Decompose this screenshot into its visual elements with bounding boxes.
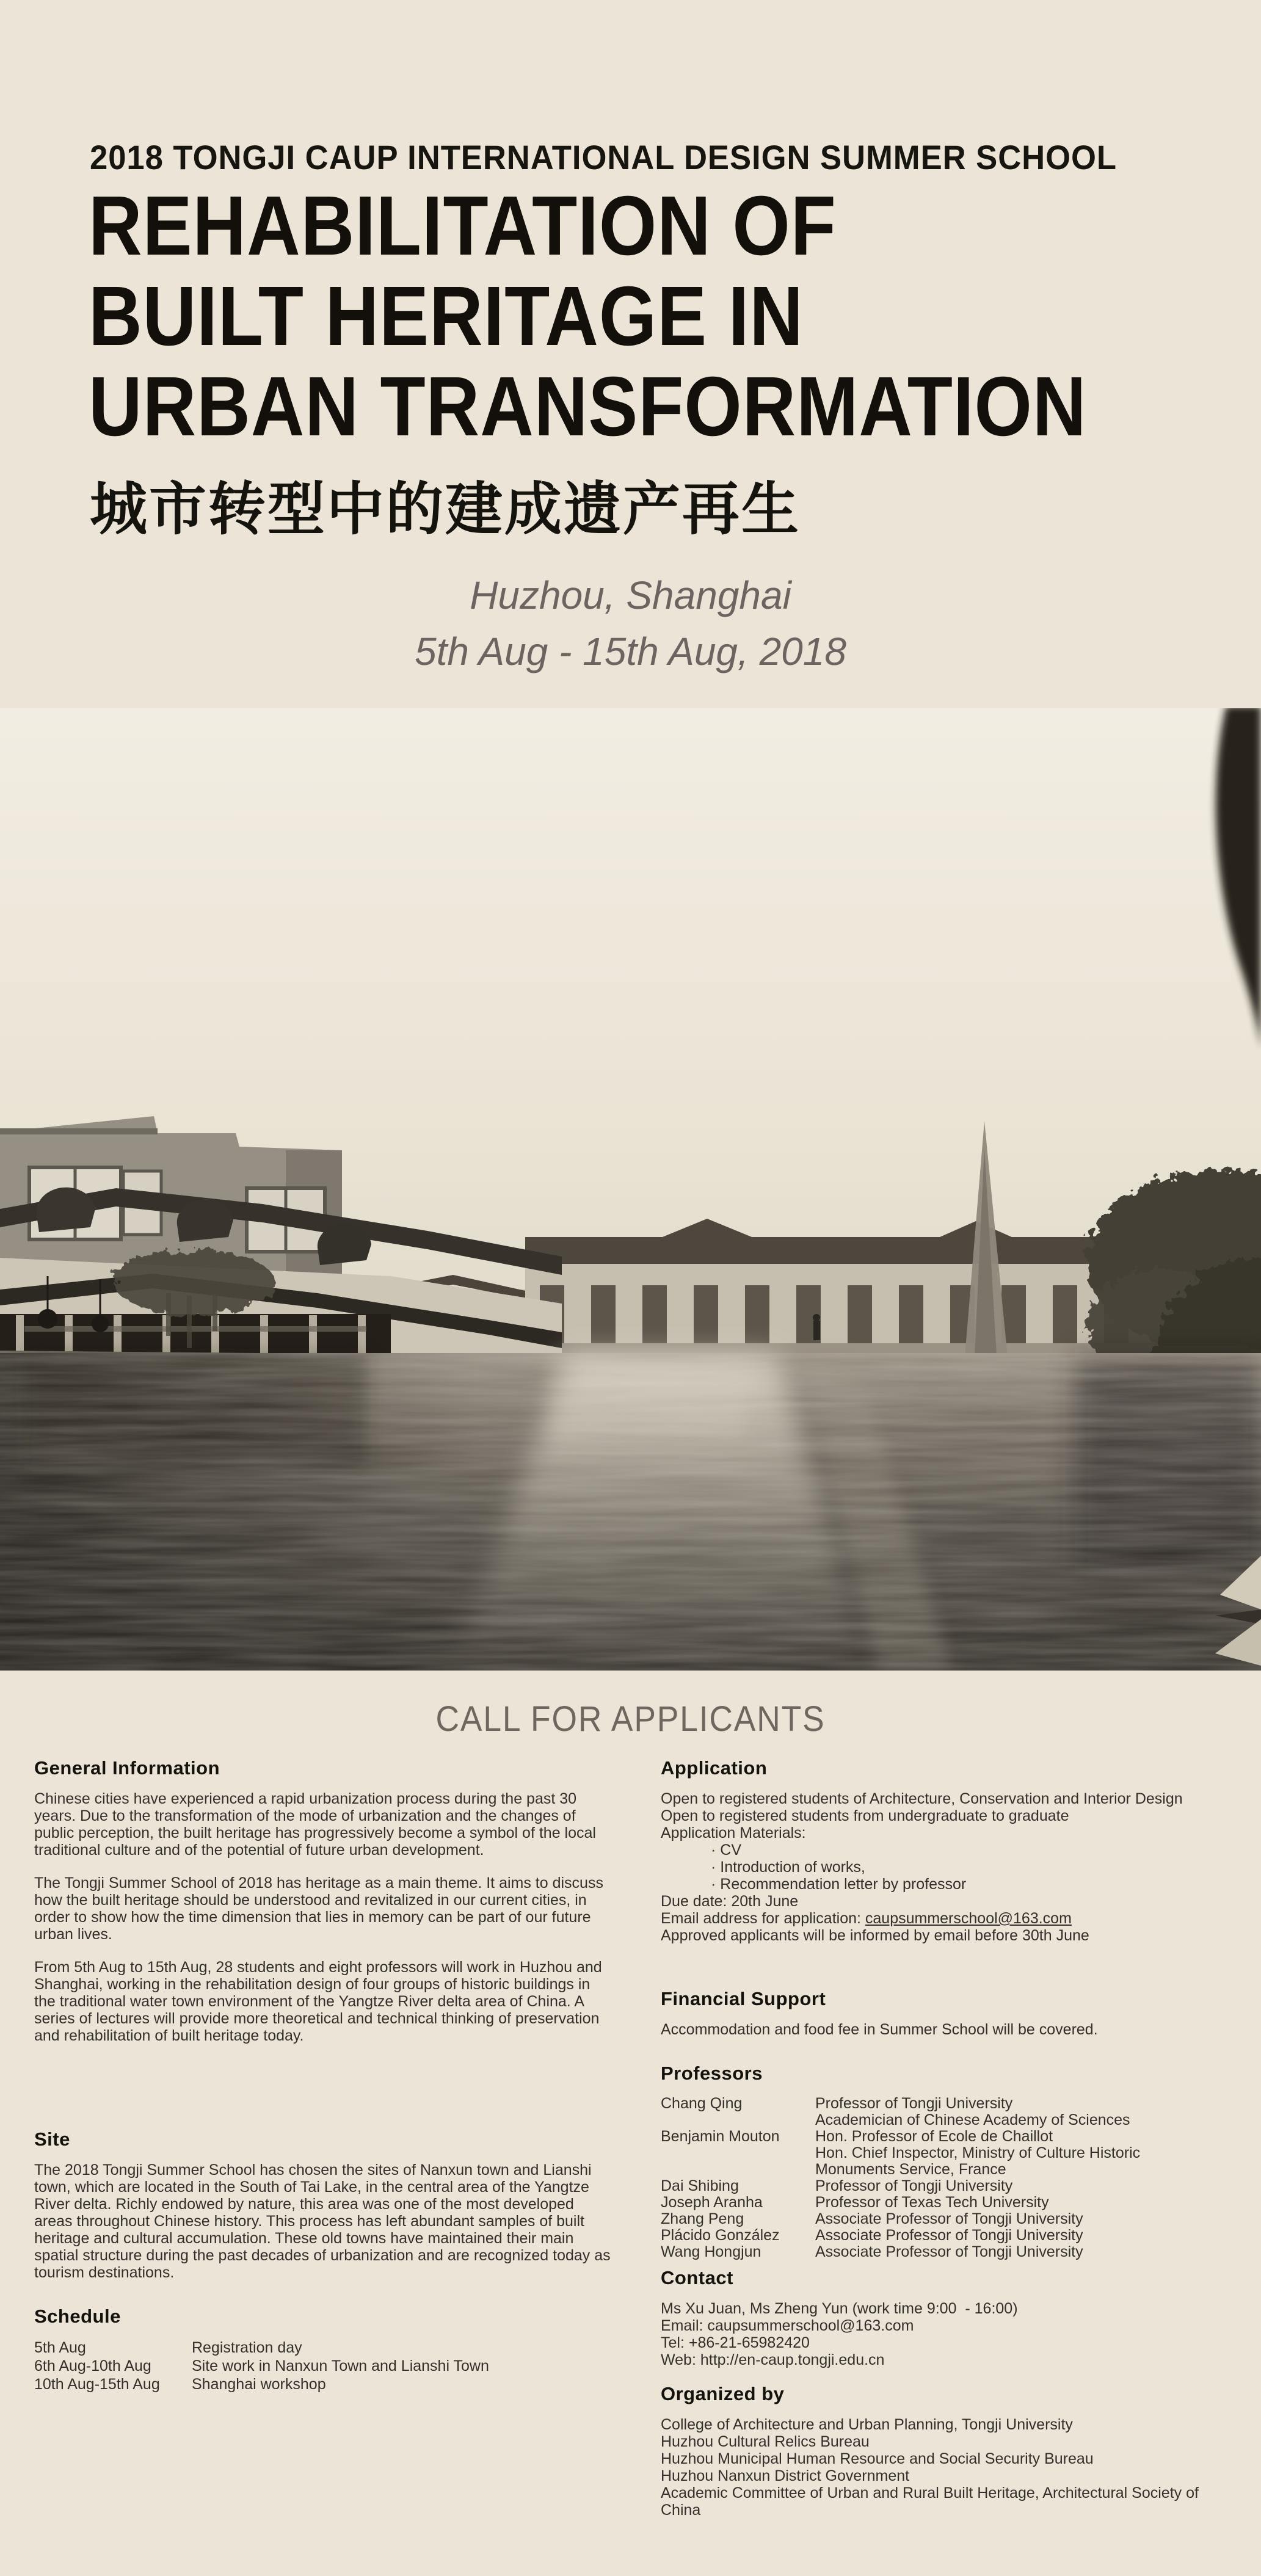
professor-title: Professor of Texas Tech University [815, 2194, 1049, 2211]
schedule-time: 5th Aug [34, 2339, 86, 2356]
organizer-item: Huzhou Municipal Human Resource and Social Security Bureau [661, 2450, 1094, 2467]
application-material-item: · Introduction of works, [711, 1859, 865, 1876]
event-location: Huzhou, Shanghai [470, 573, 791, 617]
section-general-information [34, 1757, 614, 2044]
professor-name: Plácido González [661, 2227, 780, 2244]
general-information-paragraph: From 5th Aug to 15th Aug, 28 students and eight professors will work in Huzhou and Shanghai, working in the rehabilitation design of four groups of historic buildings in the traditional water town environment of the Yangtze River delta area of China. A series of lectures will provide more theoretical and technical thinking of preservation and rehabilitation of built heritage today. [34, 1959, 602, 2044]
application-email-line [661, 1910, 1241, 1927]
section-financial-support [661, 1988, 1241, 2038]
organizer-item: Academic Committee of Urban and Rural Built Heritage, Architectural Society of China [661, 2484, 1203, 2519]
professor-name: Joseph Aranha [661, 2194, 763, 2211]
professor-title: Professor of Tongji University [815, 2095, 1013, 2112]
financial-support-heading: Financial Support [661, 1988, 826, 2009]
section-organized-by [661, 2383, 1241, 2519]
application-line: Open to registered students of Architecture, Conservation and Interior Design [661, 1790, 1183, 1807]
professor-title: Associate Professor of Tongji University [815, 2210, 1083, 2227]
financial-support-text: Accommodation and food fee in Summer School will be covered. [661, 2021, 1098, 2038]
professor-title: Hon. Chief Inspector, Ministry of Culture Historic [815, 2144, 1141, 2161]
application-informed-line: Approved applicants will be informed by email before 30th June [661, 1927, 1089, 1944]
schedule-activity: Shanghai workshop [192, 2376, 326, 2393]
professors-table [661, 2095, 1241, 2260]
title-line-3: URBAN TRANSFORMATION [89, 360, 1087, 454]
contact-email: Email: caupsummerschool@163.com [661, 2317, 914, 2334]
schedule-activity: Site work in Nanxun Town and Lianshi Town [192, 2357, 489, 2375]
watertown-photo-art [0, 708, 1261, 1671]
application-line: Application Materials: [661, 1824, 806, 1841]
application-material-item: · CV [711, 1841, 741, 1859]
contact-website: Web: http://en-caup.tongji.edu.cn [661, 2351, 885, 2368]
application-due-date: Due date: 20th June [661, 1893, 799, 1910]
organizer-item: Huzhou Nanxun District Government [661, 2467, 910, 2484]
kicker: 2018 TONGJI CAUP INTERNATIONAL DESIGN SUMMER SCHOOL [90, 138, 1117, 176]
application-email-prefix: Email address for application: [661, 1910, 865, 1927]
general-information-paragraph: Chinese cities have experienced a rapid urbanization process during the past 30 years. Due to the transformation of the mode of urbanization and the changes of public perception, the built heritage has progressively become a symbol of the local traditional culture and of the potential of future urban development. [34, 1790, 596, 1859]
section-site [34, 2128, 614, 2281]
lantern [38, 1309, 57, 1329]
professor-title: Monuments Service, France [815, 2161, 1006, 2178]
professor-name [661, 2161, 815, 2178]
contact-persons: Ms Xu Juan, Ms Zheng Yun (work time 9:00 - 16:00) [661, 2300, 1018, 2317]
event-dates: 5th Aug - 15th Aug, 2018 [415, 629, 846, 673]
application-material-item: · Recommendation letter by professor [711, 1876, 967, 1893]
professors-heading: Professors [661, 2063, 763, 2084]
lantern [92, 1315, 109, 1332]
watertown-photo [0, 708, 1261, 1671]
application-heading: Application [661, 1757, 768, 1779]
schedule-table [34, 2338, 614, 2393]
professor-title: Associate Professor of Tongji University [815, 2227, 1083, 2244]
application-line: Open to registered students from undergraduate to graduate [661, 1807, 1069, 1824]
professor-name [661, 2145, 815, 2161]
section-schedule [34, 2306, 614, 2393]
professor-title: Associate Professor of Tongji University [815, 2243, 1083, 2260]
main-title-chinese: 城市转型中的建成遗产再生 [90, 477, 801, 541]
section-contact [661, 2267, 1241, 2368]
professor-name: Benjamin Mouton [661, 2128, 780, 2145]
canal-water [0, 1353, 1261, 1671]
main-title [89, 181, 1086, 452]
professor-name: Zhang Peng [661, 2210, 744, 2227]
application-email-link[interactable]: caupsummerschool@163.com [865, 1910, 1072, 1927]
professor-name: Dai Shibing [661, 2177, 739, 2194]
schedule-time: 10th Aug-15th Aug [34, 2376, 160, 2393]
contact-heading: Contact [661, 2267, 733, 2288]
schedule-heading: Schedule [34, 2306, 121, 2327]
professor-title: Hon. Professor of Ecole de Chaillot [815, 2128, 1053, 2145]
professor-name: Chang Qing [661, 2095, 743, 2112]
title-line-1: REHABILITATION OF [89, 179, 837, 273]
professor-name: Wang Hongjun [661, 2243, 761, 2260]
section-application [661, 1757, 1241, 1944]
section-professors [661, 2063, 1241, 2260]
organized-by-heading: Organized by [661, 2383, 785, 2404]
contact-phone: Tel: +86-21-65982420 [661, 2334, 810, 2351]
site-paragraph: The 2018 Tongji Summer School has chosen the sites of Nanxun town and Lianshi town, which are located in the South of Tai Lake, in the central area of the Yangtze River delta. Richly endowed by nature, this area was one of the most developed areas throughout Chinese history. This process has left abundant samples of built heritage and cultural accumulation. These old towns have maintained their main spatial structure during the past decades of urbanization and are recognized today as tourism destinations. [34, 2161, 611, 2281]
professor-title: Academician of Chinese Academy of Sciences [815, 2111, 1130, 2128]
organizer-item: College of Architecture and Urban Planning, Tongji University [661, 2416, 1073, 2433]
professor-title: Professor of Tongji University [815, 2177, 1013, 2194]
schedule-activity: Registration day [192, 2339, 302, 2356]
professor-name [661, 2112, 815, 2128]
general-information-heading: General Information [34, 1757, 220, 1779]
schedule-time: 6th Aug-10th Aug [34, 2357, 151, 2375]
call-for-applicants-heading: CALL FOR APPLICANTS [435, 1699, 826, 1739]
title-line-2: BUILT HERITAGE IN [89, 269, 804, 363]
general-information-paragraph: The Tongji Summer School of 2018 has heritage as a main theme. It aims to discuss how the built heritage should be understood and revitalized in our current cities, in order to show how the time dimension that lies in memory can be part of our future urban lives. [34, 1874, 603, 1943]
site-heading: Site [34, 2128, 70, 2150]
organizer-item: Huzhou Cultural Relics Bureau [661, 2433, 870, 2450]
